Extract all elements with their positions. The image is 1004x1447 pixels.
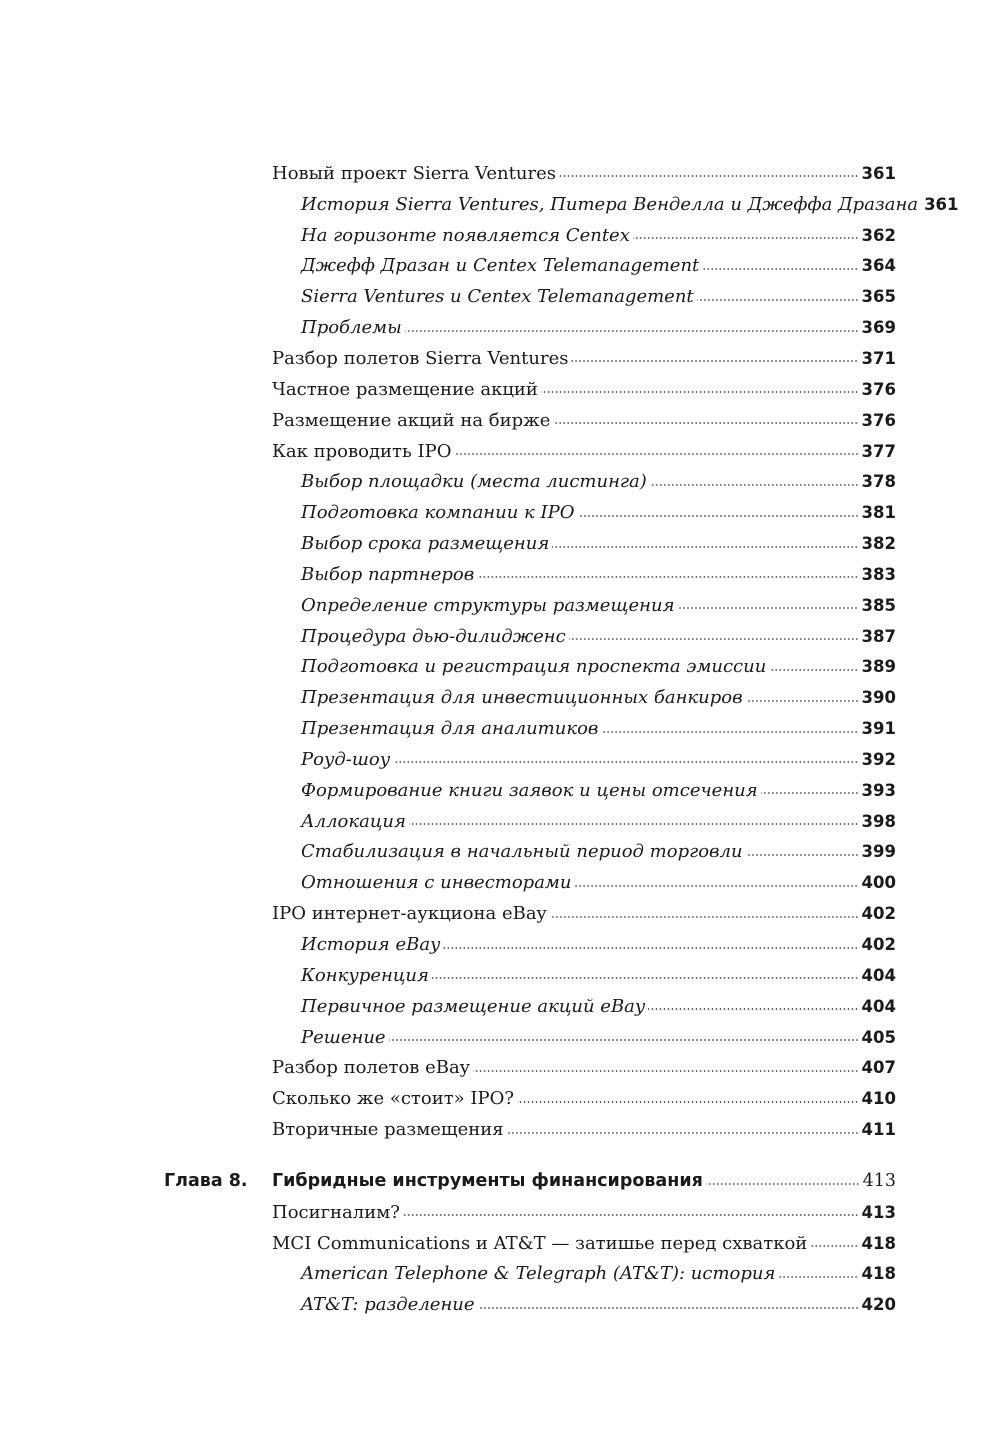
toc-page-number: 418 [861,1264,896,1284]
toc-entry[interactable] [0,590,1004,621]
toc-entry[interactable] [0,682,1004,713]
dot-leader [432,977,859,979]
toc-entry-title: Выбор срока размещения [301,533,550,555]
dot-leader [571,360,858,362]
dot-leader [389,1039,859,1041]
toc-entry-title: Джефф Дразан и Centex Telemanagement [301,255,700,277]
toc-entry[interactable] [0,343,1004,374]
toc-page-number: 402 [861,904,896,924]
toc-page-number: 369 [861,318,896,338]
toc-entry-title: Выбор партнеров [301,563,475,585]
toc-page-number: 392 [861,749,896,769]
toc-entry[interactable] [0,528,1004,559]
toc-entry[interactable] [0,1289,1004,1320]
toc-entry[interactable] [0,898,1004,929]
toc-page-number: 365 [861,287,896,307]
toc-page-number: 413 [861,1202,896,1222]
dot-leader [559,175,859,177]
dot-leader [810,1245,858,1247]
dot-leader [650,484,859,486]
toc-page-number: 410 [861,1089,896,1109]
toc-entry[interactable] [0,405,1004,436]
toc-entry[interactable] [0,837,1004,868]
toc-entry-title: MCI Communications и AT&T — затишье перед схваткой [272,1232,808,1254]
toc-entry[interactable] [0,652,1004,683]
toc-page-number: 371 [861,348,896,368]
toc-entry[interactable] [0,621,1004,652]
toc-entry[interactable] [0,1022,1004,1053]
toc-page-number: 361 [861,163,896,183]
toc-entry-title: Процедура дью-дилидженс [301,625,566,647]
dot-leader [578,515,859,517]
toc-entry[interactable] [0,1083,1004,1114]
dot-leader [553,422,858,424]
toc-page-number: 402 [861,935,896,955]
dot-leader [569,638,859,640]
toc-page-number: 377 [861,441,896,461]
dot-leader [648,1008,858,1010]
toc-entry[interactable] [0,1052,1004,1083]
toc-entry-title: IPO интернет-аукциона eBay [272,903,547,925]
toc-entry[interactable] [0,281,1004,312]
toc-entry-title: На горизонте появляется Centex [301,224,630,246]
toc-entry[interactable] [0,1197,1004,1228]
toc-entry[interactable] [0,220,1004,251]
toc-entry[interactable] [0,312,1004,343]
toc-entry-title: Конкуренция [301,964,429,986]
toc-entry-title: Аллокация [301,810,406,832]
toc-entry[interactable] [0,867,1004,898]
toc-page-number: 398 [861,811,896,831]
toc-entry-title: Сколько же «стоит» IPO? [272,1088,515,1110]
toc-entry-title: AT&T: разделение [301,1294,475,1316]
toc-entry[interactable] [0,775,1004,806]
toc-entry[interactable] [0,991,1004,1022]
toc-page-number: 376 [861,379,896,399]
dot-leader [507,1132,859,1134]
toc-entry-title: Разбор полетов eBay [272,1057,470,1079]
toc-entry-title: Презентация для аналитиков [301,718,599,740]
toc-entry-title: Sierra Ventures и Centex Telemanagement [301,286,694,308]
toc-page-number: 376 [861,410,896,430]
dot-leader [761,792,859,794]
toc-entry-title: Посигналим? [272,1201,400,1223]
dot-leader [443,947,858,949]
toc-entry-title: Вторичные размещения [272,1119,504,1141]
toc-page-number: 418 [861,1233,896,1253]
dot-leader [477,576,858,578]
toc-entry-title: Подготовка и регистрация проспекта эмиссии [301,656,767,678]
toc-entry-title: Первичное размещение акций eBay [301,995,646,1017]
dot-leader [677,607,858,609]
dot-leader [769,669,858,671]
toc-entry-title: Определение структуры размещения [301,594,675,616]
toc-page-number: 391 [861,719,896,739]
dot-leader [393,761,858,763]
toc-entry[interactable] [0,497,1004,528]
toc-entry[interactable] [0,713,1004,744]
dot-leader [706,1183,860,1185]
toc-entry-title: Решение [301,1026,386,1048]
toc-entry[interactable] [0,251,1004,282]
dot-leader [405,330,859,332]
toc-entry-title: Как проводить IPO [272,440,452,462]
toc-page-number: 378 [861,472,896,492]
toc-page-number: 390 [861,688,896,708]
dot-leader [473,1070,859,1072]
toc-entry[interactable] [0,436,1004,467]
toc-entry-title: Размещение акций на бирже [272,409,551,431]
toc-page-number: 400 [861,873,896,893]
toc-page-number: 364 [861,256,896,276]
dot-leader [517,1101,859,1103]
toc-page-number: 404 [861,965,896,985]
toc-entry-title: Частное размещение акций [272,378,538,400]
toc-entry-title: Разбор полетов Sierra Ventures [272,347,569,369]
toc-page-number: 405 [861,1027,896,1047]
toc-entry-title: Подготовка компании к IPO [301,502,575,524]
toc-entry[interactable] [0,466,1004,497]
toc-chapter-entry[interactable] [0,1166,1004,1197]
toc-entry-title: Выбор площадки (места листинга) [301,471,647,493]
toc-page-number: 385 [861,595,896,615]
dot-leader [601,731,858,733]
dot-leader [541,391,859,393]
toc-entry-title: Новый проект Sierra Ventures [272,162,556,184]
toc-entry[interactable] [0,806,1004,837]
toc-entry[interactable] [0,559,1004,590]
toc-page-number: 393 [861,780,896,800]
dot-leader [550,916,859,918]
toc-page-number: 413 [862,1171,896,1192]
toc-entry[interactable] [0,744,1004,775]
toc-entry[interactable] [0,374,1004,405]
toc-page-number: 404 [861,996,896,1016]
toc-entry-title: История eBay [301,934,441,956]
toc-page-number: 382 [861,534,896,554]
toc-page-number: 381 [861,503,896,523]
dot-leader [455,453,859,455]
toc-entry[interactable] [0,189,1004,220]
dot-leader [478,1307,859,1309]
dot-leader [746,854,859,856]
toc-entry[interactable] [0,929,1004,960]
toc-entry[interactable] [0,158,1004,189]
dot-leader [633,237,859,239]
dot-leader [697,299,859,301]
dot-leader [778,1276,858,1278]
toc-entry-title: Гибридные инструменты финансирования [272,1171,703,1192]
dot-leader [403,1214,859,1216]
toc-page-number: 389 [861,657,896,677]
toc-page-number: 361 [924,194,959,214]
toc-entry-title: American Telephone & Telegraph (AT&T): история [301,1263,776,1285]
toc-entry[interactable] [0,1228,1004,1259]
dot-leader [702,268,858,270]
dot-leader [552,546,858,548]
toc-page-number: 407 [861,1058,896,1078]
toc-entry-title: Отношения с инвесторами [301,872,572,894]
dot-leader [409,823,859,825]
toc-entry-title: История Sierra Ventures, Питера Венделла и Джеффа Дразана [301,193,919,215]
table-of-contents [0,158,1004,1320]
toc-page-number: 399 [861,842,896,862]
toc-page-number: 420 [861,1295,896,1315]
toc-entry-title: Презентация для инвестиционных банкиров [301,687,743,709]
toc-entry[interactable] [0,1259,1004,1290]
toc-page-number: 383 [861,564,896,584]
dot-leader [574,885,858,887]
chapter-label: Глава 8. [164,1171,248,1192]
toc-page-number: 362 [861,225,896,245]
toc-entry-title: Формирование книги заявок и цены отсечения [301,779,758,801]
toc-page-number: 387 [861,626,896,646]
toc-entry-title: Роуд-шоу [301,748,391,770]
toc-entry[interactable] [0,1114,1004,1145]
toc-entry[interactable] [0,960,1004,991]
toc-entry-title: Проблемы [301,317,402,339]
dot-leader [746,700,859,702]
toc-entry-title: Стабилизация в начальный период торговли [301,841,743,863]
toc-page-number: 411 [861,1120,896,1140]
